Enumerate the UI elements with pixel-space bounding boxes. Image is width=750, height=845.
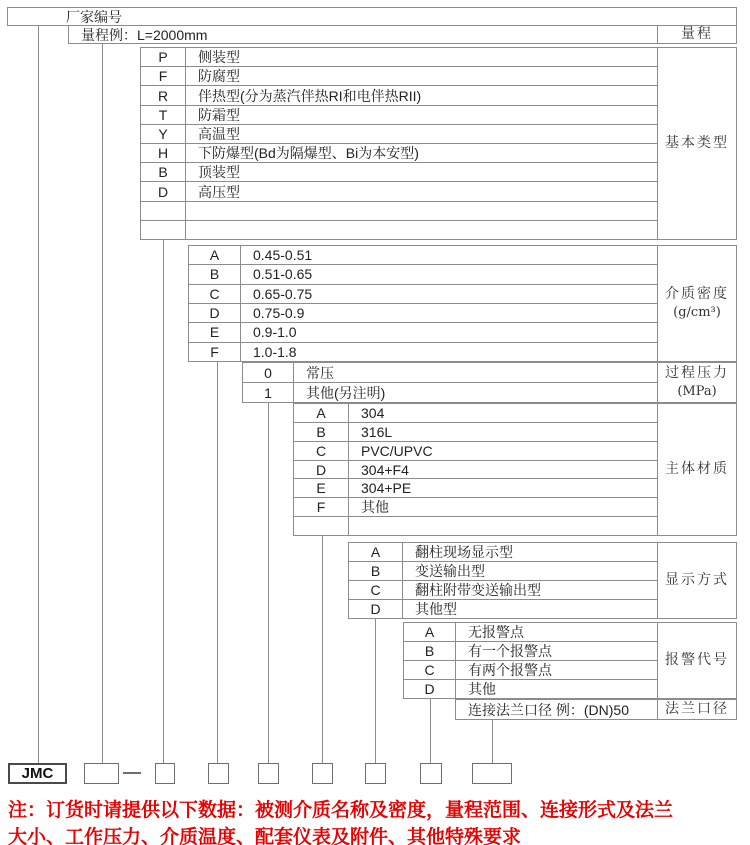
table-row [404,679,657,698]
desc-cell: 防腐型 [198,68,240,85]
desc-cell: 防霜型 [198,106,240,123]
table-row [189,246,657,264]
code-cell: 0 [243,363,294,382]
connector-line-range [102,44,103,763]
table-row [349,543,657,561]
table-row [8,8,736,25]
category-alarm-code: 报警代号 [657,623,736,698]
code-cell: E [294,479,349,497]
code-cell: F [189,343,241,361]
desc-cell: 0.9-1.0 [253,324,297,341]
code-cell: B [349,562,403,580]
section-medium-density [188,245,737,362]
desc-cell: 0.45-0.51 [253,247,313,264]
desc-cell: 连接法兰口径 例：(DN)50 [468,701,630,718]
category-medium-density: 介质密度 (g/cm³) [657,246,736,361]
desc-cell: 侧装型 [198,49,240,66]
order-note [8,798,748,845]
table-row [294,497,657,516]
range-example-label: 量程例：L=2000mm [81,26,208,43]
code-cell: C [189,285,241,303]
model-code-box-display [365,763,386,784]
table-row [404,641,657,660]
table-row [294,460,657,479]
desc-cell: 0.65-0.75 [253,285,313,302]
connector-line-pressure [268,403,269,763]
table-row [349,561,657,580]
code-cell: H [141,144,186,162]
section-flange-size [455,699,737,720]
desc-cell: 伴热型(分为蒸汽伴热RI和电伴热RII) [198,87,422,104]
desc-cell: 其他 [361,499,389,516]
desc-cell: 其他型 [415,601,457,617]
section-body-material [293,403,737,536]
desc-cell: 304 [361,404,385,421]
desc-cell: 变送输出型 [415,563,485,579]
table-row [141,181,657,200]
desc-cell: 有一个报警点 [468,643,552,659]
desc-cell: 常压 [306,364,334,381]
code-cell [141,202,186,220]
desc-cell: 翻柱现场显示型 [415,544,513,560]
desc-cell [349,517,657,535]
desc-cell: 304+PE [361,480,412,497]
desc-cell: 顶装型 [198,164,240,181]
category-process-pressure: 过程压力 (MPa) [657,363,736,402]
model-code-box-pressure [258,763,279,784]
table-row [294,441,657,460]
order-note-line-2: 大小、工作压力、介质温度、配套仪表及附件、其他特殊要求 [8,826,522,845]
desc-cell: 0.75-0.9 [253,305,305,322]
category-range: 量程 [657,26,736,43]
table-row [243,363,657,382]
order-note-line-1: 注：订货时请提供以下数据：被测介质名称及密度，量程范围、连接形式及法兰 [8,800,674,821]
table-row [189,342,657,361]
desc-cell: 304+F4 [361,461,409,478]
table-row [141,48,657,66]
code-cell [294,517,349,535]
code-cell: A [189,246,241,264]
table-row [349,599,657,618]
code-cell: F [141,67,186,85]
code-cell: D [189,304,241,322]
code-cell: D [294,461,349,479]
table-row [404,660,657,679]
desc-cell: 下防爆型(Bd为隔爆型、Bi为本安型) [198,145,419,162]
model-code-box-range [84,763,119,784]
section-basic-type [140,47,737,240]
desc-cell: 1.0-1.8 [253,343,297,360]
model-prefix-box: JMC [8,763,67,784]
code-cell: A [349,543,403,561]
table-row [141,85,657,104]
category-display-mode: 显示方式 [657,543,736,618]
table-row [294,404,657,422]
code-cell: B [294,423,349,441]
code-cell: C [294,442,349,460]
model-code-box-density [208,763,229,784]
model-code-box-flange [472,763,512,784]
connector-line-basic-type [163,240,164,763]
desc-cell: 0.51-0.65 [253,266,313,283]
code-cell: C [349,581,403,599]
table-row [141,201,657,220]
desc-cell: 高压型 [198,183,240,200]
table-row [294,516,657,535]
code-cell: R [141,86,186,104]
connector-line-manufacturer [38,26,39,763]
section-process-pressure [242,362,737,403]
table-row [189,303,657,322]
code-cell: B [404,642,456,660]
desc-cell [186,221,657,239]
section-display-mode [348,542,737,619]
desc-cell [186,202,657,220]
code-cell: C [404,661,456,679]
table-row [141,143,657,162]
table-row [243,382,657,402]
code-cell: D [404,680,456,698]
table-row [141,124,657,143]
code-cell: T [141,106,186,124]
code-cell: A [294,404,349,422]
manufacturer-row [7,7,737,26]
category-basic-type: 基本类型 [657,48,736,239]
table-row [189,264,657,283]
table-row [349,580,657,599]
desc-cell: 翻柱附带变送输出型 [415,582,541,598]
category-body-material: 主体材质 [657,404,736,535]
table-row [189,284,657,303]
code-cell: F [294,498,349,516]
desc-cell: 高温型 [198,125,240,142]
desc-cell: 有两个报警点 [468,662,552,678]
table-row [189,322,657,341]
table-row [141,66,657,85]
table-row [141,162,657,181]
desc-cell: 无报警点 [468,624,524,640]
table-row [141,220,657,239]
model-code-box-alarm [420,763,442,784]
connector-line-display [375,619,376,763]
code-cell [141,221,186,239]
code-cell: A [404,623,456,641]
connector-line-density [217,362,218,763]
table-row [141,105,657,124]
model-code-box-basic-type [155,763,175,784]
connector-line-alarm [430,699,431,763]
connector-line-material [322,536,323,763]
section-alarm-code [403,622,737,699]
code-cell: P [141,48,186,66]
code-cell: D [349,600,403,618]
manufacturer-label: 厂家编号 [66,8,122,25]
desc-cell: 316L [361,423,393,440]
code-cell: B [141,163,186,181]
code-cell: 1 [243,383,294,402]
table-row [456,700,657,719]
code-cell: B [189,265,241,283]
desc-cell: 其他 [468,681,496,697]
desc-cell: 其他(另注明) [306,384,386,401]
desc-cell: PVC/UPVC [361,442,433,459]
code-cell: E [189,323,241,341]
code-cell: D [141,182,186,200]
model-code-separator [123,772,141,774]
range-row [68,25,737,44]
connector-line-flange [492,720,493,763]
table-row [294,478,657,497]
table-row [69,26,657,43]
category-flange-size: 法兰口径 [657,700,736,719]
table-row [294,422,657,441]
model-code-box-material [312,763,333,784]
table-row [404,623,657,641]
code-cell: Y [141,125,186,143]
